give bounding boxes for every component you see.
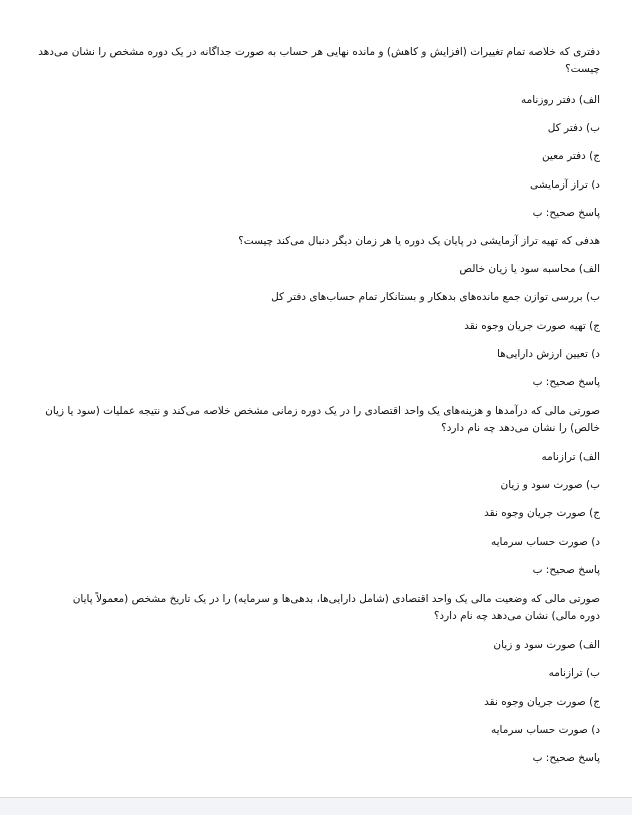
q2-option-c: ج) تهیه صورت جریان وجوه نقد <box>464 320 600 332</box>
q3-option-a: الف) ترازنامه <box>541 451 600 463</box>
q4-option-d: د) صورت حساب سرمایه <box>491 724 600 736</box>
q2-answer: پاسخ صحیح: ب <box>532 376 600 388</box>
q1-option-a: الف) دفتر روزنامه <box>520 94 600 106</box>
q4-option-b: ب) ترازنامه <box>548 667 600 679</box>
q1-option-c: ج) دفتر معین <box>541 150 600 162</box>
q2-option-b: ب) بررسی توازن جمع مانده‌های بدهکار و بستانکار تمام حساب‌های دفتر کل <box>271 291 600 303</box>
q3-answer: پاسخ صحیح: ب <box>532 564 600 576</box>
q2-option-d: د) تعیین ارزش دارایی‌ها <box>497 348 600 360</box>
q4-answer: پاسخ صحیح: ب <box>532 752 600 764</box>
q4-option-a: الف) صورت سود و زیان <box>493 639 600 651</box>
question-1-text: دفتری که خلاصه تمام تغییرات (افزایش و کاهش) و مانده نهایی هر حساب به صورت جداگانه در یک دوره مشخص را نشان می‌دهد چیست؟ <box>38 46 600 75</box>
q3-option-c: ج) صورت جریان وجوه نقد <box>484 507 600 519</box>
question-4-text: صورتی مالی که وضعیت مالی یک واحد اقتصادی (شامل دارایی‌ها، بدهی‌ها و سرمایه) را در یک تاریخ مشخص (معمولاً پایان دوره مالی) نشان می‌دهد چه نام دارد؟ <box>72 593 600 622</box>
q4-option-c: ج) صورت جریان وجوه نقد <box>484 696 600 708</box>
q2-option-a: الف) محاسبه سود یا زیان خالص <box>459 263 600 275</box>
q3-option-d: د) صورت حساب سرمایه <box>491 536 600 548</box>
q1-option-b: ب) دفتر کل <box>547 122 600 134</box>
q3-option-b: ب) صورت سود و زیان <box>500 479 600 491</box>
question-3-text: صورتی مالی که درآمدها و هزینه‌های یک واحد اقتصادی را در یک دوره زمانی مشخص خلاصه می‌کند و نتیجه عملیات (سود یا زیان خالص) را نشان می‌دهد چه نام دارد؟ <box>45 405 600 434</box>
question-2-text: هدفی که تهیه تراز آزمایشی در پایان یک دوره یا هر زمان دیگر دنبال می‌کند چیست؟ <box>238 235 600 247</box>
q1-answer: پاسخ صحیح: ب <box>532 207 600 219</box>
bottom-bar <box>0 797 632 815</box>
q1-option-d: د) تراز آزمایشی <box>529 179 600 191</box>
